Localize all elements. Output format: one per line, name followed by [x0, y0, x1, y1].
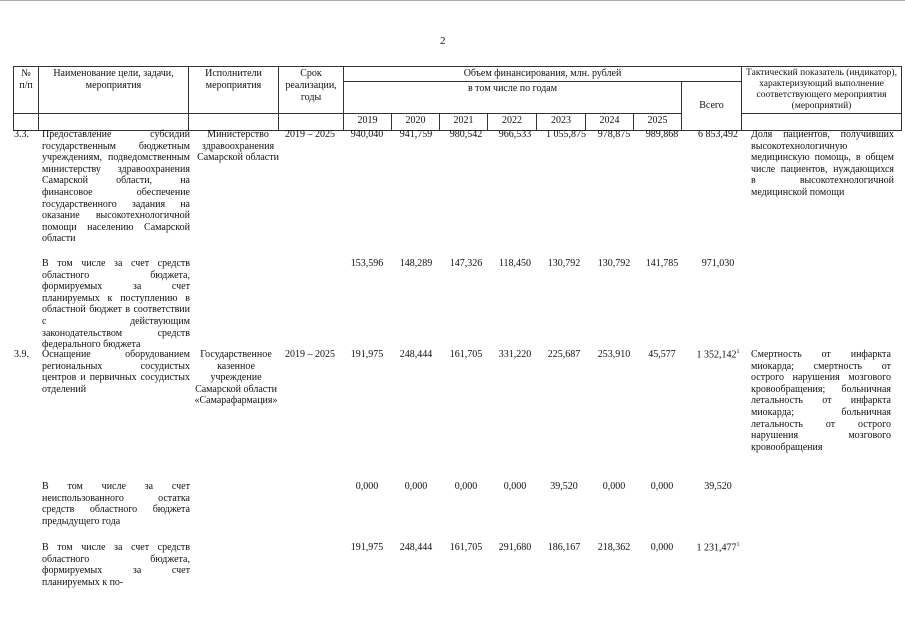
row-value-2022: 118,450 [498, 258, 532, 269]
page-number: 2 [440, 35, 446, 47]
row-executor: Государственное казенное учреждение Самарской области «Самарафармация» [194, 349, 278, 407]
row-value-2023: 1 055,875 [546, 129, 586, 140]
header-year: 2025 [634, 114, 682, 131]
row-value-2021: 161,705 [449, 349, 483, 360]
header-year: 2019 [344, 114, 392, 131]
header-executors: Исполнители мероприятия [189, 67, 279, 114]
row-name: Предоставление субсидий государственным бюджетным учреждениям, подведомственным министерству здравоохранения Самарской области, на финансовое обеспечение государственного задания на оказание высокотехнологичной помощи населению Самарской области [42, 129, 190, 245]
row-total: 1 231,477$^1$ [696, 542, 740, 554]
row-indicator: Доля пациентов, получивших высокотехнологичную медицинскую помощь, в общем числе пациентов, нуждающихся в высокотехнологичной медицинской помощи [751, 129, 894, 198]
row-value-2019: 940,040 [350, 129, 384, 140]
row-value-2023: 225,687 [547, 349, 581, 360]
header-term: Срок реализации, годы [279, 67, 344, 114]
header-year: 2024 [586, 114, 634, 131]
row-value-2021: 147,326 [449, 258, 483, 269]
row-value-2023: 130,792 [547, 258, 581, 269]
row-value-2022: 966,533 [498, 129, 532, 140]
header-year: 2023 [537, 114, 586, 131]
row-value-2025: 45,577 [648, 349, 676, 360]
row-value-2022: 331,220 [498, 349, 532, 360]
row-term: 2019 – 2025 [285, 349, 335, 360]
row-name: Оснащение оборудованием региональных сосудистых центров и первичных сосудистых отделений [42, 349, 190, 395]
row-indicator: Смертность от инфаркта миокарда; смертность от острого нарушения мозгового кровообращения; больничная летальность от инфаркта миокарда; больничная летальность от острого нарушения мозгового кровообращения [751, 349, 891, 453]
header-num: № п/п [14, 67, 39, 114]
row-value-2020: 248,444 [399, 542, 433, 553]
header-name: Наименование цели, задачи, мероприятия [39, 67, 189, 114]
header-year: 2022 [488, 114, 537, 131]
row-value-2020: 148,289 [399, 258, 433, 269]
header-by-years: в том числе по годам [344, 82, 682, 114]
row-value-2019: 153,596 [350, 258, 384, 269]
row-value-2025: 0,000 [650, 481, 674, 492]
row-value-2020: 0,000 [404, 481, 428, 492]
row-total: 39,520 [704, 481, 732, 492]
row-value-2025: 141,785 [645, 258, 679, 269]
row-total: 1 352,142$^1$ [696, 349, 740, 361]
row-value-2022: 291,680 [498, 542, 532, 553]
row-value-2019: 191,975 [350, 349, 384, 360]
header-indicator: Тактический показатель (индикатор), характеризующий выполнение соответствующего мероприятия (мероприятий) [742, 67, 902, 114]
row-term: 2019 – 2025 [285, 129, 335, 140]
row-name: В том числе за счет средств областного бюджета, формируемых за счет планируемых к по- [42, 542, 190, 588]
row-value-2024: 253,910 [597, 349, 631, 360]
row-value-2019: 0,000 [355, 481, 379, 492]
row-value-2025: 989,868 [645, 129, 679, 140]
row-total: 971,030 [701, 258, 735, 269]
top-border-line [0, 0, 905, 1]
row-value-2021: 161,705 [449, 542, 483, 553]
row-value-2020: 941,759 [399, 129, 433, 140]
row-value-2021: 0,000 [454, 481, 478, 492]
row-name: В том числе за счет средств областного бюджета, формируемых за счет планируемых к поступлению в областной бюджет в соответствии с действующим законодательством средств федерального бюджета [42, 258, 190, 351]
header-year: 2021 [440, 114, 488, 131]
row-value-2023: 39,520 [550, 481, 578, 492]
table-header [13, 66, 902, 131]
row-value-2019: 191,975 [350, 542, 384, 553]
header-year: 2020 [392, 114, 440, 131]
row-number: 3.9. [14, 349, 29, 360]
row-value-2023: 186,167 [547, 542, 581, 553]
row-value-2024: 978,875 [597, 129, 631, 140]
header-funding: Объем финансирования, млн. рублей [344, 67, 742, 82]
row-value-2024: 130,792 [597, 258, 631, 269]
header-total: Всего [682, 82, 742, 131]
row-value-2020: 248,444 [399, 349, 433, 360]
row-value-2021: 980,542 [449, 129, 483, 140]
row-value-2024: 218,362 [597, 542, 631, 553]
row-value-2025: 0,000 [650, 542, 674, 553]
row-value-2024: 0,000 [602, 481, 626, 492]
row-executor: Министерство здравоохранения Самарской области [197, 129, 279, 164]
row-name: В том числе за счет неиспользованного остатка средств областного бюджета предыдущего года [42, 481, 190, 527]
row-number: 3.3. [14, 129, 29, 140]
row-value-2022: 0,000 [503, 481, 527, 492]
row-total: 6 853,492 [698, 129, 738, 140]
